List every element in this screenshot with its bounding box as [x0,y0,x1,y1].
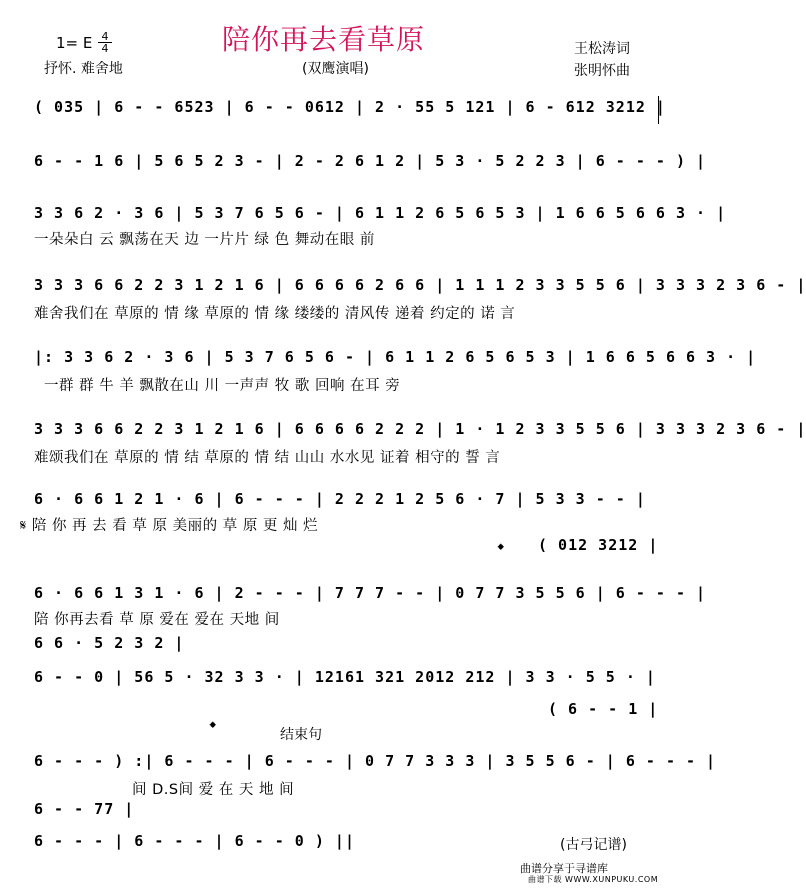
lyrics-line-6: 难颂我们在 草原的 情 结 草原的 情 结 山山 水水见 证着 相守的 誓 言 [34,450,501,466]
score-line-10b: 6 - - 77 | [34,800,135,818]
composer: 张明怀曲 [574,63,630,79]
transcriber-credit: (古弓记谱) [560,837,627,853]
song-title: 陪你再去看草原 [222,23,426,56]
score-line-7b: ( 012 3212 | [538,536,659,554]
lyrics-line-10: 间 D.S间 爱 在 天 地 间 [132,782,295,798]
score-line-11: 6 - - - | 6 - - - | 6 - - 0 ) || [34,832,355,850]
lyricist: 王松涛词 [574,41,630,57]
meter-top: 4 [98,31,112,43]
performer-note: (双鹰演唱) [302,61,369,77]
lyrics-line-7: 𝄋 陪 你 再 去 看 草 原 美丽的 草 原 更 灿 烂 [20,518,319,534]
score-line-8: 6 · 6 6 1 3 1 · 6 | 2 - - - | 7 7 7 - - | 0 7 7 3 5 5 6 | 6 - - - | [34,584,707,602]
score-line-3: 3 3 6 2 · 3 6 | 5 3 7 6 5 6 - | 6 1 1 2 6 5 6 5 3 | 1 6 6 5 6 6 3 · | [34,204,727,222]
lyrics-line-3: 一朵朵白 云 飘荡在天 边 一片片 绿 色 舞动在眼 前 [34,232,375,248]
tempo-mood: 抒怀. 难舍地 [44,61,123,77]
score-line-6: 3 3 3 6 6 2 2 3 1 2 1 6 | 6 6 6 6 2 2 2 | 1 · 1 2 3 3 5 5 6 | 3 3 3 2 3 6 - | [34,420,806,438]
time-signature [98,31,112,54]
coda-symbol-2: 𝄌 [210,718,216,737]
site-watermark: 曲谱分享于寻谱库 [520,862,608,875]
score-line-1: ( 035 | 6 - - 6523 | 6 - - 0612 | 2 · 55 5 121 | 6 - 612 3212 | [34,98,666,116]
site-url: 曲谱下载 WWW.XUNPUKU.COM [528,875,659,884]
lyrics-line-5: 一群 群 牛 羊 飘散在山 川 一声声 牧 歌 回响 在耳 旁 [44,378,401,394]
score-line-9: 6 - - 0 | 56 5 · 32 3 3 · | 12161 321 2012 212 | 3 3 · 5 5 · | [34,668,656,686]
score-line-8b: 6 6 · 5 2 3 2 | [34,634,185,652]
score-line-7: 6 · 6 6 1 2 1 · 6 | 6 - - - | 2 2 2 1 2 5 6 · 7 | 5 3 3 - - | [34,490,646,508]
score-line-2: 6 - - 1 6 | 5 6 5 2 3 - | 2 - 2 6 1 2 | 5 3 · 5 2 2 3 | 6 - - - ) | [34,152,707,170]
meter-bottom: 4 [101,42,109,55]
coda-symbol: 𝄌 [498,540,504,559]
score-line-4: 3 3 3 6 6 2 2 3 1 2 1 6 | 6 6 6 6 2 6 6 | 1 1 1 2 3 3 5 5 6 | 3 3 3 2 3 6 - | [34,276,806,294]
ending-label: 结束句 [280,727,322,743]
staff-edge [658,96,659,124]
lyrics-line-8: 陪 你再去看 草 原 爱在 爱在 天地 间 [34,612,280,628]
score-line-10: 6 - - - ) :| 6 - - - | 6 - - - | 0 7 7 3 3 3 | 3 5 5 6 - | 6 - - - | [34,752,717,770]
score-line-5: |: 3 3 6 2 · 3 6 | 5 3 7 6 5 6 - | 6 1 1 2 6 5 6 5 3 | 1 6 6 5 6 6 3 · | [34,348,757,366]
score-line-9b: ( 6 - - 1 | [548,700,659,718]
lyrics-line-4: 难舍我们在 草原的 情 缘 草原的 情 缘 缕缕的 清风传 递着 约定的 诺 言 [34,306,516,322]
key-signature: 1= E [56,34,93,52]
